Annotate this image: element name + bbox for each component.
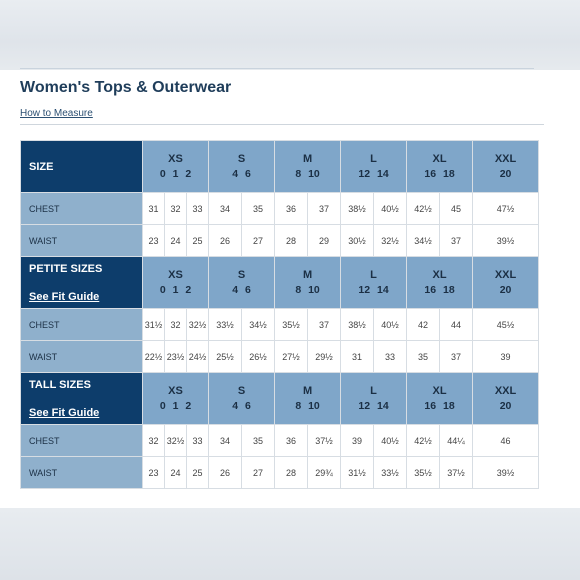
measurement-cell: 25½ [209,341,242,373]
section-title: TALL SIZES [29,378,91,391]
size-name: M [302,269,313,281]
measurement-cell: 30½ [341,225,374,257]
header-divider [20,124,544,125]
section-title: SIZE [29,160,54,173]
size-numbers: 8 10 [295,400,320,412]
measurement-cell: 25 [187,457,209,489]
measurement-cell: 44¼ [440,425,473,457]
measurement-cell: 29½ [308,341,341,373]
size-numbers: 0 1 2 [159,168,192,180]
page-title: Women's Tops & Outerwear [20,79,232,96]
size-name: XS [168,385,183,397]
size-header-s [209,257,275,309]
measurement-cell: 32 [165,309,187,341]
measurement-label: CHEST [21,309,143,341]
faded-tab-strip [20,68,534,74]
measurement-cell: 45½ [473,309,539,341]
measurement-cell: 33 [187,425,209,457]
size-numbers: 12 14 [358,284,389,296]
measurement-cell: 46 [473,425,539,457]
measurement-cell: 24½ [187,341,209,373]
size-numbers: 20 [499,168,512,180]
section-header-row [21,257,539,309]
measurement-cell: 27½ [275,341,308,373]
size-numbers: 20 [499,400,512,412]
measurement-cell: 32½ [187,309,209,341]
size-numbers: 4 6 [232,168,251,180]
measurement-cell: 42 [407,309,440,341]
measurement-cell: 35½ [407,457,440,489]
measurement-cell: 32½ [165,425,187,457]
measurement-cell: 35 [407,341,440,373]
measurement-label: CHEST [21,425,143,457]
measurement-cell: 22½ [143,341,165,373]
measurement-cell: 23 [143,457,165,489]
size-numbers: 16 18 [424,284,455,296]
measurement-cell: 29¾ [308,457,341,489]
measurement-cell: 40½ [374,425,407,457]
measurement-cell: 37 [440,341,473,373]
size-header-xs [143,257,209,309]
measurement-cell: 39 [341,425,374,457]
section-header-row [21,373,539,425]
size-name: S [237,153,246,165]
size-name: XXL [494,385,517,397]
size-numbers: 16 18 [424,400,455,412]
measurement-cell: 32 [165,193,187,225]
size-header-s [209,373,275,425]
measurement-cell: 34½ [242,309,275,341]
size-numbers: 16 18 [424,168,455,180]
measurement-cell: 33 [187,193,209,225]
measurement-cell: 37 [308,193,341,225]
size-header-m [275,257,341,309]
size-numbers: 12 14 [358,400,389,412]
size-header-l [341,373,407,425]
size-numbers: 12 14 [358,168,389,180]
size-header-m [275,141,341,193]
measurement-cell: 39 [473,341,539,373]
size-name: XL [432,385,447,397]
measurement-cell: 29 [308,225,341,257]
size-name: S [237,269,246,281]
measurement-cell: 31½ [341,457,374,489]
measurement-cell: 42½ [407,425,440,457]
measurement-cell: 31 [341,341,374,373]
size-chart-table [20,140,539,489]
see-fit-guide-link[interactable]: See Fit Guide [29,290,100,303]
measurement-cell: 31½ [143,309,165,341]
size-numbers: 8 10 [295,284,320,296]
measurement-cell: 36 [275,425,308,457]
measurement-cell: 39½ [473,225,539,257]
size-numbers: 4 6 [232,284,251,296]
size-name: XS [168,269,183,281]
table-row [21,309,539,341]
size-header-xxl [473,141,539,193]
size-numbers: 8 10 [295,168,320,180]
see-fit-guide-link[interactable]: See Fit Guide [29,406,100,419]
size-header-xl [407,373,473,425]
size-name: S [237,385,246,397]
measurement-cell: 27 [242,225,275,257]
measurement-cell: 28 [275,225,308,257]
measurement-cell: 26½ [242,341,275,373]
measurement-cell: 40½ [374,193,407,225]
measurement-cell: 26 [209,225,242,257]
size-name: XL [432,153,447,165]
measurement-cell: 23½ [165,341,187,373]
measurement-cell: 33½ [374,457,407,489]
section-header-row [21,141,539,193]
table-row [21,425,539,457]
size-chart-body [21,141,539,489]
measurement-cell: 40½ [374,309,407,341]
size-numbers: 4 6 [232,400,251,412]
measurement-cell: 24 [165,457,187,489]
table-row [21,457,539,489]
measurement-cell: 28 [275,457,308,489]
measurement-cell: 34 [209,425,242,457]
measurement-cell: 42½ [407,193,440,225]
measurement-label: WAIST [21,457,143,489]
table-row [21,225,539,257]
blurred-bottom-region [0,508,580,580]
size-header-xs [143,373,209,425]
size-header-s [209,141,275,193]
size-header-xxl [473,257,539,309]
measurement-cell: 35½ [275,309,308,341]
section-label [21,373,143,425]
measurement-cell: 37 [308,309,341,341]
size-name: L [370,269,377,281]
size-header-l [341,141,407,193]
measurement-cell: 25 [187,225,209,257]
size-name: L [370,385,377,397]
size-header-xxl [473,373,539,425]
measurement-cell: 44 [440,309,473,341]
measurement-cell: 34 [209,193,242,225]
size-header-l [341,257,407,309]
measurement-cell: 37½ [440,457,473,489]
measurement-cell: 39½ [473,457,539,489]
size-name: XXL [494,153,517,165]
size-name: M [302,385,313,397]
size-name: XL [432,269,447,281]
measurement-cell: 34½ [407,225,440,257]
table-row [21,193,539,225]
size-name: XXL [494,269,517,281]
size-name: XS [168,153,183,165]
size-header-m [275,373,341,425]
measurement-cell: 37½ [308,425,341,457]
measurement-cell: 24 [165,225,187,257]
size-header-xl [407,257,473,309]
size-numbers: 0 1 2 [159,400,192,412]
blurred-top-region [0,0,580,70]
size-numbers: 0 1 2 [159,284,192,296]
measurement-cell: 36 [275,193,308,225]
measurement-cell: 32 [143,425,165,457]
measurement-label: WAIST [21,225,143,257]
measurement-label: WAIST [21,341,143,373]
measurement-cell: 37 [440,225,473,257]
size-name: L [370,153,377,165]
measurement-cell: 35 [242,193,275,225]
size-name: M [302,153,313,165]
measurement-cell: 23 [143,225,165,257]
section-label [21,141,143,193]
measurement-label: CHEST [21,193,143,225]
size-header-xl [407,141,473,193]
measurement-cell: 38½ [341,309,374,341]
measurement-cell: 45 [440,193,473,225]
measurement-cell: 38½ [341,193,374,225]
measurement-cell: 33 [374,341,407,373]
table-row [21,341,539,373]
measurement-cell: 47½ [473,193,539,225]
section-label [21,257,143,309]
measurement-cell: 32½ [374,225,407,257]
measurement-cell: 26 [209,457,242,489]
section-title: PETITE SIZES [29,262,103,275]
size-header-xs [143,141,209,193]
how-to-measure-link[interactable]: How to Measure [20,108,93,119]
size-numbers: 20 [499,284,512,296]
measurement-cell: 35 [242,425,275,457]
measurement-cell: 27 [242,457,275,489]
measurement-cell: 33½ [209,309,242,341]
measurement-cell: 31 [143,193,165,225]
